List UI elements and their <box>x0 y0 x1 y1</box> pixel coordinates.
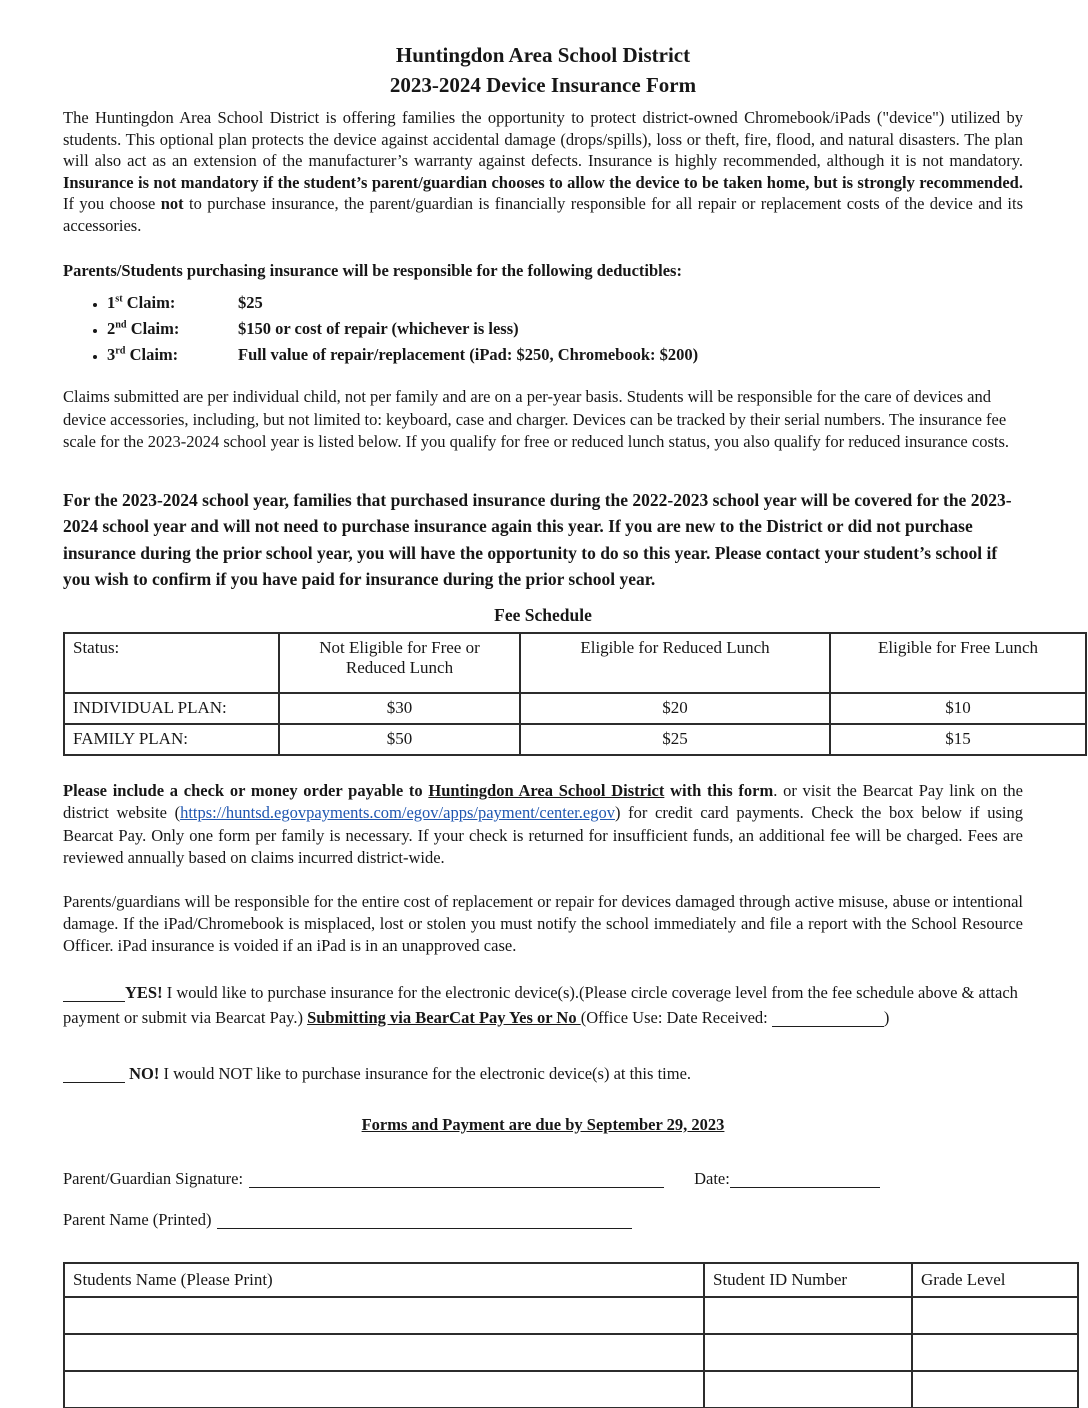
claim-value: $150 or cost of repair (whichever is less) <box>238 319 519 338</box>
responsibility-paragraph: Parents/guardians will be responsible for the entire cost of replacement or repair for devices damaged through active misuse, abuse or intentional damage. If the iPad/Chromebook is misplaced, lost or stolen you must notify the school immediately and file a report with the School Resource Officer. iPad insurance is voided if an iPad is in an unapproved case. <box>63 891 1023 955</box>
claim-term: 2nd Claim: <box>107 319 180 338</box>
student-row <box>64 1371 1078 1408</box>
student-grade-cell <box>912 1371 1078 1408</box>
text-segment: YES! <box>125 982 163 1002</box>
students-header-row <box>64 1263 1078 1297</box>
student-id-cell <box>704 1371 912 1408</box>
fee-cell-plan: INDIVIDUAL PLAN: <box>64 693 279 724</box>
fee-header-status: Status: <box>64 633 279 693</box>
claim-term: 3rd Claim: <box>107 345 179 364</box>
claim-value: $25 <box>238 293 263 312</box>
text-segment: I would NOT like to purchase insurance for the electronic device(s) at this time. <box>159 1063 692 1083</box>
text-segment: ) for credit card payments. Check the box below if using Bearcat Pay. Only one form per family is necessary. If your check is returned for insufficient funds, an additional fee will be charged. Fees are reviewed annually based on claims incurred district-wide. <box>63 803 1023 867</box>
fee-row <box>64 724 1086 755</box>
text-segment: NO! <box>129 1063 160 1083</box>
due-date-line: Forms and Payment are due by September 29, 2023 <box>361 1114 725 1134</box>
text-segment: Huntingdon Area School District <box>428 780 665 800</box>
student-row <box>64 1334 1078 1371</box>
text-segment: . or visit the Bearcat Pay link on the district website ( <box>63 780 1023 822</box>
fee-header-row <box>64 633 1086 693</box>
printed-name-blank <box>217 1213 632 1229</box>
signature-blank <box>249 1172 664 1188</box>
text-segment: I would like to purchase insurance for the electronic device(s).(Please circle coverage level from the fee schedule above & attach payment or submit via Bearcat Pay.) <box>63 982 1018 1027</box>
students-header-grade: Grade Level <box>912 1263 1078 1297</box>
fee-header-free: Eligible for Free Lunch <box>830 633 1086 693</box>
document-subtitle: 2023-2024 Device Insurance Form <box>389 73 697 97</box>
deductibles-heading: Parents/Students purchasing insurance will be responsible for the following deductibles: <box>63 261 682 280</box>
students-header-id: Student ID Number <box>704 1263 912 1297</box>
student-grade-cell <box>912 1297 1078 1334</box>
student-name-cell <box>64 1334 704 1371</box>
student-name-cell <box>64 1297 704 1334</box>
no-option <box>63 1061 1023 1086</box>
students-table <box>63 1262 1079 1408</box>
fee-cell-reduced: $25 <box>520 724 830 755</box>
student-row <box>64 1297 1078 1334</box>
signature-row <box>63 1167 1023 1191</box>
fee-cell-plan: FAMILY PLAN: <box>64 724 279 755</box>
coverage-paragraph: For the 2023-2024 school year, families that purchased insurance during the 2022-2023 school year will be covered for the 2023-2024 school year and will not need to purchase insurance again this year. If you are new to the District or did not purchase insurance during the prior school year, you will have the opportunity to do so this year. Please contact your student’s school if you wish to confirm if you have paid for insurance during the prior school year. <box>63 489 1012 589</box>
payment-paragraph <box>63 780 1023 870</box>
date-blank <box>730 1172 880 1188</box>
printed-name-label: Parent Name (Printed) <box>63 1209 212 1229</box>
deductibles-list <box>63 290 1023 368</box>
signature-label: Parent/Guardian Signature: <box>63 1168 244 1188</box>
deductible-item <box>107 290 1023 316</box>
student-id-cell <box>704 1297 912 1334</box>
fee-cell-not-eligible: $50 <box>279 724 520 755</box>
text-segment: ) <box>883 1007 890 1027</box>
text-segment: Submitting via BearCat Pay Yes or No <box>307 1007 581 1027</box>
fill-in-blank <box>772 1011 884 1027</box>
bearcat-pay-link[interactable]: https://huntsd.egovpayments.com/egov/apps/payment/center.egov <box>180 803 615 822</box>
fee-cell-free: $10 <box>830 693 1086 724</box>
student-id-cell <box>704 1334 912 1371</box>
text-segment: (Office Use: Date Received: <box>580 1007 772 1027</box>
claims-paragraph: Claims submitted are per individual child, not per family and are on a per-year basis. Students will be responsible for the care of devices and device accessories, including, but not limited to: keyboard, case and charger. Devices can be tracked by their serial numbers. The insurance fee scale for the 2023-2024 school year is listed below. If you qualify for free or reduced lunch status, you also qualify for reduced insurance costs. <box>63 387 1010 451</box>
text-segment: The Huntingdon Area School District is offering families the opportunity to protect district-owned Chromebook/iPads ("device") utilized by students. This optional plan protects the device against accidental damage (drops/spills), loss or theft, fire, flood, and natural disasters. The plan will also act as an extension of the manufacturer’s warranty against defects. Insurance is highly recommended, although it is not mandatory. <box>63 108 1023 170</box>
claim-value: Full value of repair/replacement (iPad: $250, Chromebook: $200) <box>238 345 699 364</box>
text-segment: Insurance is not mandatory if the student’s parent/guardian chooses to allow the device to be taken home, but is strongly recommended. <box>63 172 1023 192</box>
student-name-cell <box>64 1371 704 1408</box>
fee-cell-reduced: $20 <box>520 693 830 724</box>
fill-in-blank <box>63 986 125 1002</box>
deductible-item <box>107 342 1023 368</box>
students-header-name: Students Name (Please Print) <box>64 1263 704 1297</box>
yes-option <box>63 980 1023 1030</box>
text-segment: Please include a check or money order payable to <box>63 780 429 800</box>
text-segment: If you choose <box>63 194 161 213</box>
printed-name-row <box>63 1208 1023 1232</box>
student-grade-cell <box>912 1334 1078 1371</box>
text-segment: with this form <box>664 780 774 800</box>
claim-term: 1st Claim: <box>107 293 176 312</box>
deductible-item <box>107 316 1023 342</box>
fee-cell-not-eligible: $30 <box>279 693 520 724</box>
fill-in-blank <box>63 1067 125 1083</box>
date-label: Date: <box>694 1168 730 1188</box>
fee-schedule-title: Fee Schedule <box>494 604 592 625</box>
fee-schedule-table <box>63 632 1087 756</box>
fee-header-not-eligible: Not Eligible for Free or Reduced Lunch <box>279 633 520 693</box>
text-segment: to purchase insurance, the parent/guardian is financially responsible for all repair or replacement costs of the device and its accessories. <box>63 194 1023 235</box>
fee-cell-free: $15 <box>830 724 1086 755</box>
intro-paragraph <box>63 107 1023 236</box>
document-title: Huntingdon Area School District <box>395 43 691 67</box>
text-segment: not <box>160 194 184 213</box>
fee-header-reduced: Eligible for Reduced Lunch <box>520 633 830 693</box>
fee-row <box>64 693 1086 724</box>
